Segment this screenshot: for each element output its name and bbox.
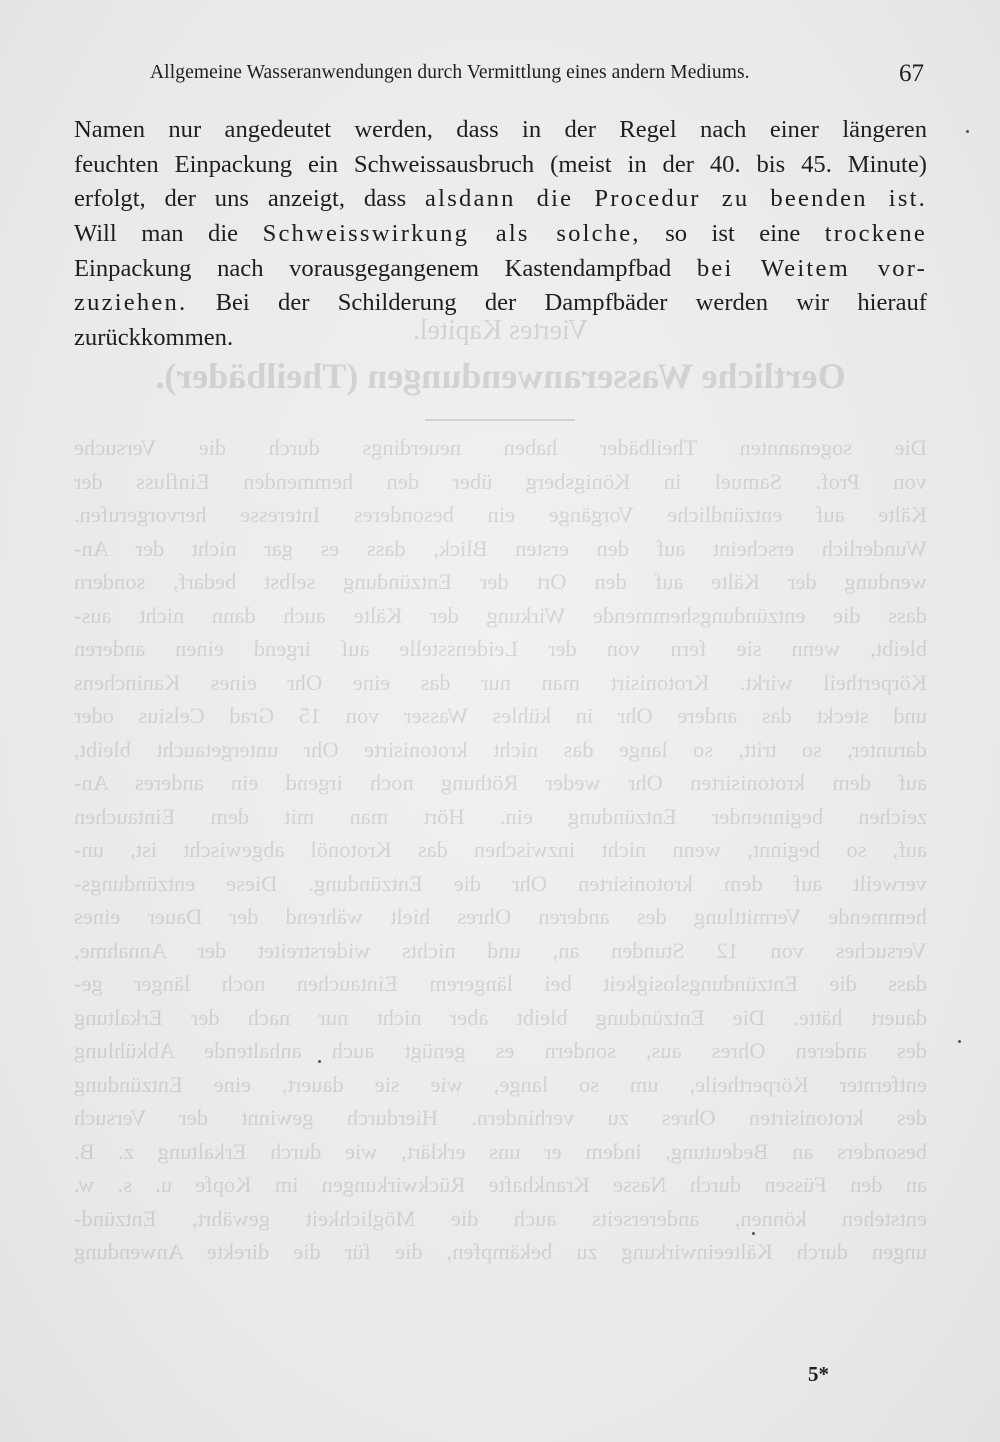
show-through-line: ungen durch Kälteeinwirkung zu bekämpfen, die für die direkte Anwendung bbox=[74, 1239, 927, 1264]
running-head: Allgemeine Wasseranwendungen durch Vermittlung eines andern Mediums. bbox=[150, 62, 750, 83]
show-through-section-title: Oertliche Wasseranwendungen (Theilbäder). bbox=[155, 356, 846, 396]
paper-speck bbox=[966, 130, 969, 133]
show-through-line: Kälte auf entzündliche Vorgänge ein besonderes Interesse hervorgerufen. bbox=[74, 502, 927, 527]
emphasized-text: Schweisswirkung als solche, bbox=[262, 220, 641, 248]
body-paragraph bbox=[74, 113, 927, 356]
text-line bbox=[74, 113, 927, 148]
paper-speck bbox=[958, 1040, 961, 1043]
text-run: Namen nur angedeutet werden, dass in der Regel nach einer längeren bbox=[74, 116, 927, 143]
text-run: Einpackung nach vorausgegangenem Kastendampfbad bbox=[74, 254, 697, 282]
show-through-line: und steckt das andere Ohr in kühles Wasser von 15 Grad Celsius oder bbox=[74, 703, 927, 728]
text-run: feuchten Einpackung ein Schweissausbruch (meist in der 40. bis 45. Minute) bbox=[74, 150, 927, 178]
page-number: 67 bbox=[899, 60, 924, 87]
show-through-line: Wunderlich erscheint auf den ersten Blick, dass es gar nicht der An- bbox=[74, 535, 927, 561]
show-through-line: besonders an Bedeutung, indem er uns erklärt, wie durch Erkaltung z. B. bbox=[74, 1138, 927, 1164]
text-line bbox=[74, 148, 927, 183]
show-through-line: auf, so beginnt, wenn nicht inzwischen das Krotonöl abgewischt ist, un- bbox=[74, 837, 927, 862]
text-run: erfolgt, der uns anzeigt, dass bbox=[74, 185, 426, 213]
show-through-line: darunter, so tritt, so lange das nicht krotonisirte Ohr untergetaucht bleibt, bbox=[74, 736, 927, 762]
show-through-paragraph bbox=[74, 419, 927, 1269]
signature-mark: 5* bbox=[808, 1362, 829, 1386]
emphasized-text: alsdann die Procedur zu beenden ist. bbox=[425, 185, 927, 213]
show-through-line: verweilt auf dem krotonisirten Ohr die Entzündung. Diese entzündungs- bbox=[74, 870, 927, 896]
text-line bbox=[74, 182, 927, 217]
show-through-line: Versuches von 12 Stunden an, und nichts widerstreitet der Annahme, bbox=[74, 937, 927, 963]
show-through-text bbox=[74, 315, 927, 1269]
show-through-line: Körpertheil wirkt. Krotonisirt man nur das eine Ohr eines Kaninchens bbox=[74, 669, 927, 695]
emphasized-text: zuziehen. bbox=[74, 289, 188, 317]
show-through-line: wendung der Kälte auf den Ort der Entzündung selbst bedarf, sondern bbox=[74, 569, 927, 594]
show-through-chapter-title: Viertes Kapitel. bbox=[412, 315, 589, 346]
text-run: Bei der Schilderung der Dampfbäder werden wir hierauf bbox=[187, 289, 927, 317]
show-through-line: bleibt, wenn sie fern von der Leidensstelle auf irgend einen anderen bbox=[74, 636, 927, 661]
show-through-line: dass die entzündungshemmende Wirkung der Kälte auch dann nicht aus- bbox=[74, 602, 927, 628]
show-through-line: dauert hätte. Die Entzündung bleibt aber nicht nur nach der Erkaltung bbox=[74, 1004, 927, 1030]
show-through-line: des krotonisirten Ohres zu verhindern. Hierdurch gewinnt der Versuch bbox=[74, 1105, 927, 1130]
text-run: so ist eine bbox=[640, 220, 825, 248]
text-line bbox=[74, 286, 927, 321]
text-line bbox=[74, 252, 927, 287]
show-through-line: entfernter Körpertheile, um so lange, wie sie dauert, eine Entzündung bbox=[74, 1071, 927, 1097]
show-through-line: von Prof. Samuel in Königsberg über den hemmenden Einfluss der bbox=[74, 468, 927, 494]
show-through-line: des anderen Ohres aus, sondern es genügt auch anhaltende Abkühlung bbox=[74, 1038, 927, 1063]
text-run: Will man die bbox=[74, 220, 263, 248]
show-through-line: hemmende Vermittlung des anderen Ohres hielt während der Dauer eines bbox=[74, 904, 927, 929]
show-through-rule bbox=[426, 419, 576, 421]
show-through-line: entstehen können, andererseits auch die Möglichkeit gewährt, Entzünd- bbox=[74, 1205, 927, 1231]
emphasized-text: bei Weitem vor- bbox=[696, 254, 928, 282]
show-through-line: an den Füssen durch Nasse Krankhafte Rückwirkungen im Kopfe u. s. w. bbox=[74, 1172, 927, 1197]
page-header bbox=[150, 60, 930, 90]
text-line bbox=[74, 321, 927, 356]
show-through-line: dass die Entzündungslosigkeit bei längerem Eintauchen noch länger ge- bbox=[74, 971, 927, 996]
emphasized-text: trockene bbox=[824, 220, 927, 248]
text-line bbox=[74, 217, 927, 252]
paper-speck bbox=[752, 1232, 755, 1235]
text-run: zurückkommen. bbox=[74, 324, 234, 352]
show-through-line: Die sogenannten Theilbäder haben neuerdings durch die Versuche bbox=[74, 435, 927, 460]
show-through-line: zeichen beginnender Entzündung ein. Hört man mit dem Eintauchen bbox=[74, 803, 927, 829]
paper-speck bbox=[318, 1060, 321, 1063]
show-through-line: auf dem krotonisirten Ohr weder Röthung noch irgend ein anderes An- bbox=[74, 770, 927, 795]
